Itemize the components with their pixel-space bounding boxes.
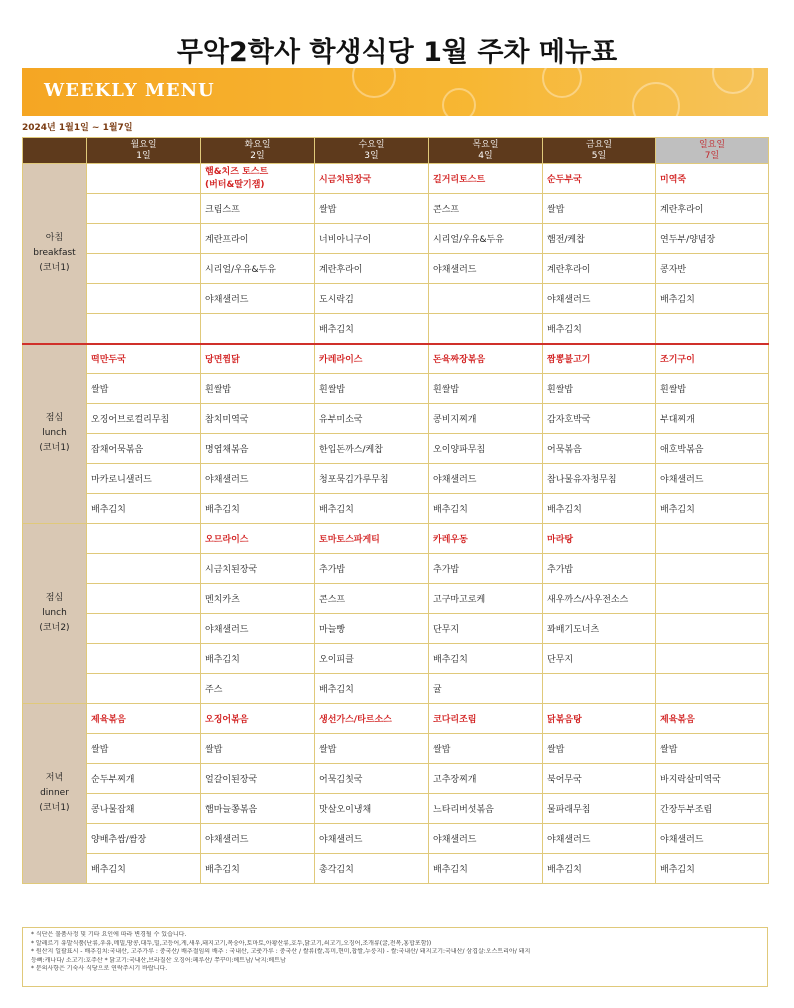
menu-cell: 토마토스파게티 [315, 524, 429, 554]
menu-cell: 북어무국 [543, 764, 656, 794]
menu-cell: 얼갈이된장국 [201, 764, 315, 794]
menu-cell: 야채샐러드 [543, 824, 656, 854]
menu-cell: 배추김치 [201, 854, 315, 884]
menu-cell: 야채샐러드 [201, 464, 315, 494]
menu-cell [656, 614, 769, 644]
menu-cell: 단무지 [543, 644, 656, 674]
menu-row [23, 464, 769, 494]
weekly-menu-banner [22, 68, 768, 116]
menu-cell [543, 674, 656, 704]
menu-cell [656, 674, 769, 704]
menu-cell: 추가밥 [429, 554, 543, 584]
menu-cell: 유부미소국 [315, 404, 429, 434]
menu-row [23, 404, 769, 434]
decor-circle-icon [352, 68, 396, 98]
menu-cell [656, 314, 769, 344]
day-header: 금요일 5일 [543, 138, 656, 164]
menu-cell: 물파래무침 [543, 794, 656, 824]
day-header-row [23, 138, 769, 164]
menu-cell [87, 674, 201, 704]
menu-cell: 콩비지찌개 [429, 404, 543, 434]
menu-cell: 야채샐러드 [315, 824, 429, 854]
menu-row [23, 194, 769, 224]
menu-cell: 시리얼/우유&두유 [201, 254, 315, 284]
menu-cell: 쌀밥 [543, 734, 656, 764]
note-line: * 문의사항은 기숙사 식당으로 연락주시기 바랍니다. [31, 965, 168, 973]
menu-cell: 부대찌개 [656, 404, 769, 434]
menu-cell: 배추김치 [429, 854, 543, 884]
menu-cell: 쌀밥 [315, 194, 429, 224]
menu-cell: 제육볶음 [87, 704, 201, 734]
menu-cell: 순두부찌개 [87, 764, 201, 794]
menu-cell: 햄&치즈 토스트 (버터&딸기잼) [201, 164, 315, 194]
menu-cell: 한입돈까스/케찹 [315, 434, 429, 464]
menu-cell: 배추김치 [656, 284, 769, 314]
menu-cell: 흰쌀밥 [543, 374, 656, 404]
menu-cell [87, 584, 201, 614]
menu-cell: 총각김치 [315, 854, 429, 884]
menu-cell: 배추김치 [543, 854, 656, 884]
menu-row [23, 254, 769, 284]
menu-cell: 야채샐러드 [429, 464, 543, 494]
menu-cell: 배추김치 [315, 494, 429, 524]
meal-section-label: 아침 breakfast (코너1) [23, 164, 87, 344]
page-title: 무악2학사 학생식당 1월 주차 메뉴표 [176, 37, 618, 68]
menu-cell: 쌀밥 [543, 194, 656, 224]
menu-cell [87, 254, 201, 284]
menu-cell: 배추김치 [201, 494, 315, 524]
menu-cell: 쌀밥 [315, 734, 429, 764]
notes-box [22, 927, 768, 987]
menu-cell [87, 644, 201, 674]
menu-cell [87, 164, 201, 194]
menu-cell: 추가밥 [315, 554, 429, 584]
menu-cell: 배추김치 [656, 494, 769, 524]
menu-cell: 시금치된장국 [315, 164, 429, 194]
banner-title: WEEKLY MENU [44, 80, 215, 101]
menu-row [23, 584, 769, 614]
menu-cell: 햄마늘쫑볶음 [201, 794, 315, 824]
menu-cell: 마카로니샐러드 [87, 464, 201, 494]
menu-cell: 바지락살미역국 [656, 764, 769, 794]
note-line: * 식단은 물품사정 및 기타 요인에 따라 변경될 수 있습니다. [31, 931, 187, 938]
menu-cell: 콘스프 [429, 194, 543, 224]
menu-cell: 고구마고로케 [429, 584, 543, 614]
menu-cell [656, 584, 769, 614]
menu-cell: 쌀밥 [87, 374, 201, 404]
menu-cell [87, 554, 201, 584]
menu-cell: 쌀밥 [429, 734, 543, 764]
day-header-sunday: 일요일 7일 [656, 138, 769, 164]
menu-cell: 떡만두국 [87, 344, 201, 374]
menu-cell: 야채샐러드 [656, 824, 769, 854]
menu-cell [429, 284, 543, 314]
menu-cell: 카레우동 [429, 524, 543, 554]
decor-circle-icon [442, 88, 476, 116]
menu-cell: 계란후라이 [656, 194, 769, 224]
menu-row [23, 854, 769, 884]
menu-cell: 쌀밥 [656, 734, 769, 764]
menu-cell [87, 284, 201, 314]
menu-cell: 야채샐러드 [656, 464, 769, 494]
menu-cell: 오므라이스 [201, 524, 315, 554]
decor-circle-icon [542, 68, 582, 98]
menu-cell: 시리얼/우유&두유 [429, 224, 543, 254]
day-header: 수요일 3일 [315, 138, 429, 164]
menu-cell: 배추김치 [429, 494, 543, 524]
menu-cell: 야채샐러드 [429, 254, 543, 284]
menu-cell: 청포묵김가루무침 [315, 464, 429, 494]
menu-cell: 새우까스/사우전소스 [543, 584, 656, 614]
meal-section-label: 점심 lunch (코너1) [23, 344, 87, 524]
menu-cell: 쌀밥 [201, 734, 315, 764]
menu-cell: 추가밥 [543, 554, 656, 584]
note-line: 등뼈:캐나다/ 소고기:호주산 * 닭고기:국내산,브라질산 오징어:페루산/ 쭈꾸미:베트남/ 낙지:베트남 [31, 956, 286, 964]
menu-cell: 미역죽 [656, 164, 769, 194]
menu-cell: 순두부국 [543, 164, 656, 194]
menu-cell: 야채샐러드 [201, 824, 315, 854]
menu-cell: 오징어브로컬리무침 [87, 404, 201, 434]
meal-section-label: 점심 lunch (코너2) [23, 524, 87, 704]
day-header: 화요일 2일 [201, 138, 315, 164]
menu-cell: 마라탕 [543, 524, 656, 554]
menu-row [23, 224, 769, 254]
menu-cell: 닭볶음탕 [543, 704, 656, 734]
menu-row [23, 494, 769, 524]
menu-row [23, 644, 769, 674]
menu-row [23, 614, 769, 644]
menu-cell: 크림스프 [201, 194, 315, 224]
menu-cell: 멘치카츠 [201, 584, 315, 614]
decor-circle-icon [712, 68, 754, 94]
day-header: 월요일 1일 [87, 138, 201, 164]
menu-row [23, 314, 769, 344]
menu-cell [87, 314, 201, 344]
menu-cell: 연두부/양념장 [656, 224, 769, 254]
menu-cell: 배추김치 [656, 854, 769, 884]
menu-cell: 어묵볶음 [543, 434, 656, 464]
menu-cell: 간장두부조림 [656, 794, 769, 824]
menu-cell: 계란프라이 [201, 224, 315, 254]
menu-cell: 햄전/케찹 [543, 224, 656, 254]
menu-cell: 참나물유자청무침 [543, 464, 656, 494]
menu-row [23, 674, 769, 704]
menu-cell: 당면찜닭 [201, 344, 315, 374]
menu-cell: 주스 [201, 674, 315, 704]
note-line: * 원산지 일괄표시 - 배추김치:국내산, 고추가루 : 중국산/ 배추절임의 배추 : 국내산, 고춧가루 : 중국산 / 쌀류(쌀,흑미,현미,찹쌀,누룽지) - 쌀:국내산/ 돼지고기:국내산/ 삼겹살:오스트리아/ 돼지 [31, 948, 531, 956]
menu-cell [656, 524, 769, 554]
menu-row [23, 794, 769, 824]
menu-cell: 코다리조림 [429, 704, 543, 734]
menu-cell [656, 644, 769, 674]
menu-cell: 배추김치 [429, 644, 543, 674]
menu-cell: 양배추쌈/쌈장 [87, 824, 201, 854]
menu-cell: 너비아니구이 [315, 224, 429, 254]
menu-cell [201, 314, 315, 344]
menu-cell: 시금치된장국 [201, 554, 315, 584]
menu-cell: 잡채어묵볶음 [87, 434, 201, 464]
menu-cell: 오이피클 [315, 644, 429, 674]
note-line: * 알레르기 유발식품(난류,우유,메밀,땅콩,대두,밀,고등어,게,새우,돼지고기,복숭아,토마토,아황산류,호두,닭고기,쇠고기,오징어,조개류(굴,전복,홍합포함)) [31, 939, 432, 947]
menu-row [23, 824, 769, 854]
menu-row [23, 374, 769, 404]
menu-cell: 계란후라이 [543, 254, 656, 284]
menu-cell: 짬뽕불고기 [543, 344, 656, 374]
menu-cell: 야채샐러드 [201, 614, 315, 644]
menu-cell: 어묵김칫국 [315, 764, 429, 794]
menu-cell: 길거리토스트 [429, 164, 543, 194]
menu-cell: 명엽채볶음 [201, 434, 315, 464]
menu-cell: 애호박볶음 [656, 434, 769, 464]
menu-cell: 흰쌀밥 [315, 374, 429, 404]
menu-cell: 감자호박국 [543, 404, 656, 434]
menu-cell [87, 194, 201, 224]
menu-cell [656, 554, 769, 584]
menu-cell: 카레라이스 [315, 344, 429, 374]
menu-cell: 배추김치 [543, 314, 656, 344]
menu-cell: 배추김치 [87, 494, 201, 524]
menu-cell: 마늘빵 [315, 614, 429, 644]
menu-row [23, 764, 769, 794]
menu-cell: 콘스프 [315, 584, 429, 614]
menu-cell: 계란후라이 [315, 254, 429, 284]
menu-cell: 꽈배기도너츠 [543, 614, 656, 644]
menu-cell: 배추김치 [543, 494, 656, 524]
menu-cell: 배추김치 [87, 854, 201, 884]
menu-cell: 야채샐러드 [201, 284, 315, 314]
menu-cell: 콩나물잡채 [87, 794, 201, 824]
date-range: 2024년 1월1일 ~ 1월7일 [22, 123, 133, 133]
menu-cell: 콩자반 [656, 254, 769, 284]
menu-row [23, 164, 769, 194]
menu-cell: 배추김치 [315, 314, 429, 344]
menu-cell [87, 524, 201, 554]
menu-row [23, 434, 769, 464]
menu-cell: 흰쌀밥 [429, 374, 543, 404]
day-header: 목요일 4일 [429, 138, 543, 164]
menu-cell: 흰쌀밥 [201, 374, 315, 404]
menu-cell [87, 224, 201, 254]
menu-cell: 맛살오이냉채 [315, 794, 429, 824]
menu-cell: 야채샐러드 [429, 824, 543, 854]
menu-cell: 흰쌀밥 [656, 374, 769, 404]
menu-cell: 생선가스/타르소스 [315, 704, 429, 734]
menu-cell: 야채샐러드 [543, 284, 656, 314]
menu-cell [429, 314, 543, 344]
menu-cell: 단무지 [429, 614, 543, 644]
menu-cell: 배추김치 [315, 674, 429, 704]
menu-cell: 돈육짜장볶음 [429, 344, 543, 374]
menu-cell: 귤 [429, 674, 543, 704]
menu-row [23, 734, 769, 764]
menu-table [22, 137, 769, 884]
decor-circle-icon [632, 82, 680, 116]
meal-section-label: 저녁 dinner (코너1) [23, 704, 87, 884]
menu-cell: 오이양파무침 [429, 434, 543, 464]
menu-cell: 조기구이 [656, 344, 769, 374]
menu-cell: 느타리버섯볶음 [429, 794, 543, 824]
menu-row [23, 284, 769, 314]
menu-cell: 배추김치 [201, 644, 315, 674]
menu-cell: 고추장찌개 [429, 764, 543, 794]
menu-cell: 제육볶음 [656, 704, 769, 734]
menu-row [23, 344, 769, 374]
menu-cell: 오징어볶음 [201, 704, 315, 734]
menu-row [23, 704, 769, 734]
header-corner [23, 138, 87, 164]
menu-cell: 쌀밥 [87, 734, 201, 764]
menu-cell [87, 614, 201, 644]
menu-cell: 도시락김 [315, 284, 429, 314]
menu-cell: 참치미역국 [201, 404, 315, 434]
menu-row [23, 554, 769, 584]
menu-row [23, 524, 769, 554]
